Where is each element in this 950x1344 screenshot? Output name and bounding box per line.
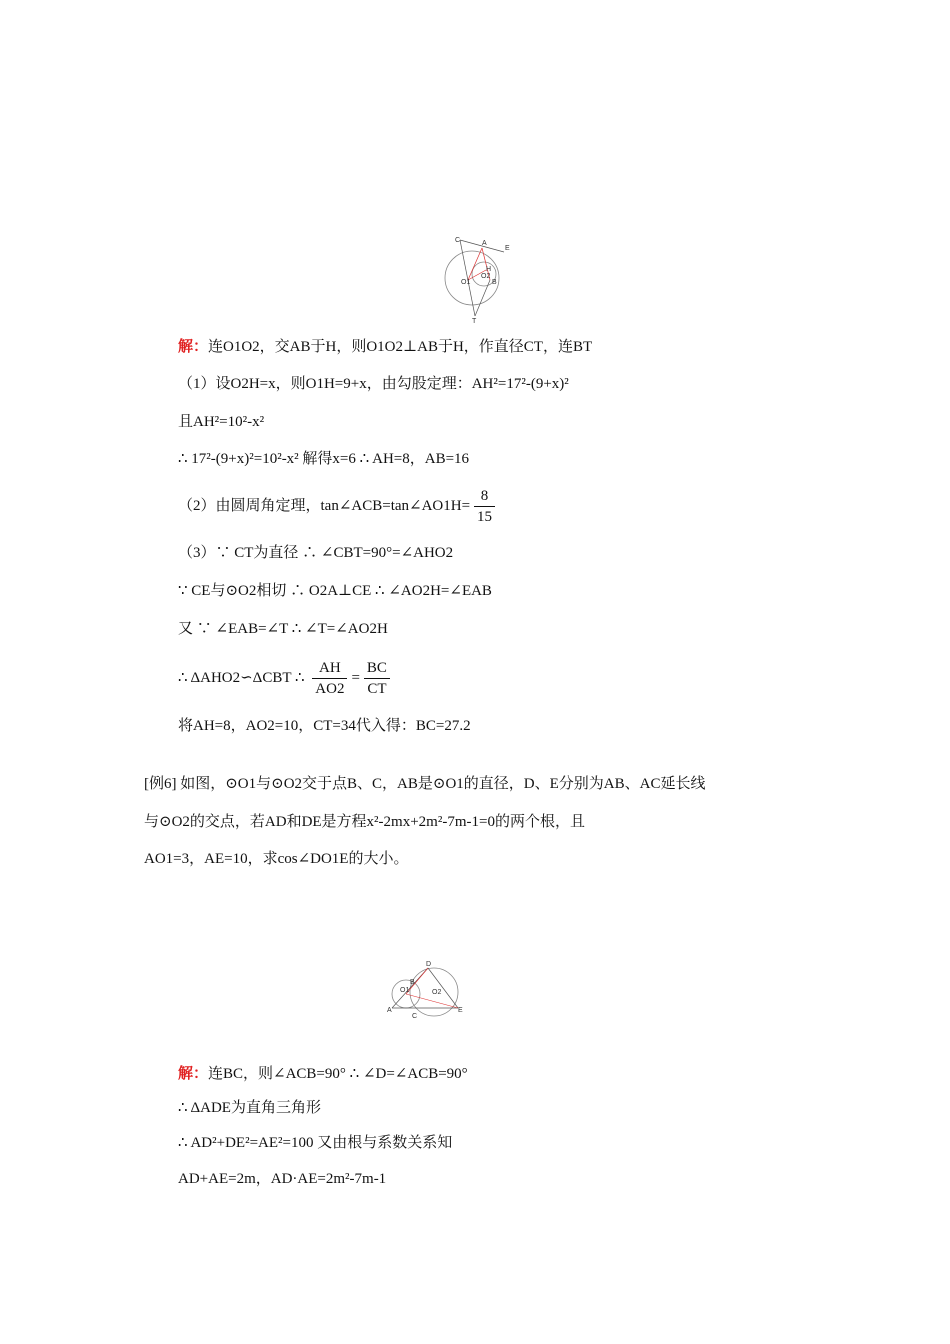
example-6-line-1: [例6] 如图，⊙O1与⊙O2交于点B、C，AB是⊙O1的直径，D、E分别为AB、AC延长线 [144,776,706,792]
fig2-label-a: A [387,1007,392,1014]
fraction-denominator: AO2 [315,681,345,698]
fig1-label-e: E [505,245,510,252]
fig2-label-b: B [410,979,415,986]
fraction-bc-ct [364,658,390,699]
figure-2-diagram [386,960,466,1022]
fig1-label-h: H [486,266,492,273]
fig2-label-d: D [426,961,432,968]
fraction-denominator: 15 [477,509,493,526]
solution-1-line-10: 将AH=8，AO2=10，CT=34代入得：BC=27.2 [178,718,471,734]
figure-1-diagram [442,234,512,324]
solution-1-line-8: 又 ∵ ∠EAB=∠T ∴ ∠T=∠AO2H [178,621,388,637]
solution-1-line-9: ∴ ΔAHO2∽ΔCBT ∴ [178,670,305,686]
solution-1-label: 解： [178,339,209,355]
fig1-label-c: C [455,237,461,244]
solution-2-line-2: ∴ ΔADE为直角三角形 [178,1100,321,1116]
solution-2-line-1: 连BC，则∠ACB=90° ∴ ∠D=∠ACB=90° [208,1066,468,1082]
fig1-label-o1: O1 [461,279,471,286]
fraction-ah-ao2 [312,658,347,699]
example-6-line-2: 与⊙O2的交点，若AD和DE是方程x²-2mx+2m²-7m-1=0的两个根，且 [144,814,585,830]
solution-2-line-4: AD+AE=2m，AD·AE=2m²-7m-1 [178,1171,387,1187]
fig2-label-e: E [458,1007,463,1014]
fraction-denominator: CT [367,681,387,698]
solution-1-line-7: ∵ CE与⊙O2相切 ∴ O2A⊥CE ∴ ∠AO2H=∠EAB [178,583,492,599]
fig2-label-c: C [412,1013,418,1020]
solution-1-line-6: （3）∵ CT为直径 ∴ ∠CBT=90°=∠AHO2 [178,545,454,561]
solution-1-line-5: （2）由圆周角定理，tan∠ACB=tan∠AO1H= [178,498,471,514]
solution-1-line-3: 且AH²=10²-x² [178,414,265,430]
fig2-label-o2: O2 [432,989,442,996]
solution-1-line-1: 连O1O2，交AB于H，则O1O2⊥AB于H，作直径CT，连BT [208,339,593,355]
fig1-label-t: T [472,318,477,324]
solution-2-line-3: ∴ AD²+DE²=AE²=100 又由根与系数关系知 [178,1135,453,1151]
fig2-label-o1: O1 [400,987,410,994]
solution-2-label: 解： [178,1066,209,1082]
fraction-numerator: 8 [474,486,495,507]
fraction-numerator: BC [364,658,390,679]
fraction-8-15 [474,486,495,527]
fig1-label-o2: O2 [481,273,491,280]
solution-1-line-2: （1）设O2H=x，则O1H=9+x，由勾股定理：AH²=17²-(9+x)² [178,376,569,392]
fig1-label-a: A [482,240,487,247]
fraction-numerator: AH [312,658,347,679]
equals-sign: = [351,670,360,686]
example-6-line-3: AO1=3，AE=10，求cos∠DO1E的大小。 [144,851,409,867]
fig1-label-b: B [492,279,497,286]
solution-1-line-4: ∴ 17²-(9+x)²=10²-x² 解得x=6 ∴ AH=8，AB=16 [178,451,470,467]
